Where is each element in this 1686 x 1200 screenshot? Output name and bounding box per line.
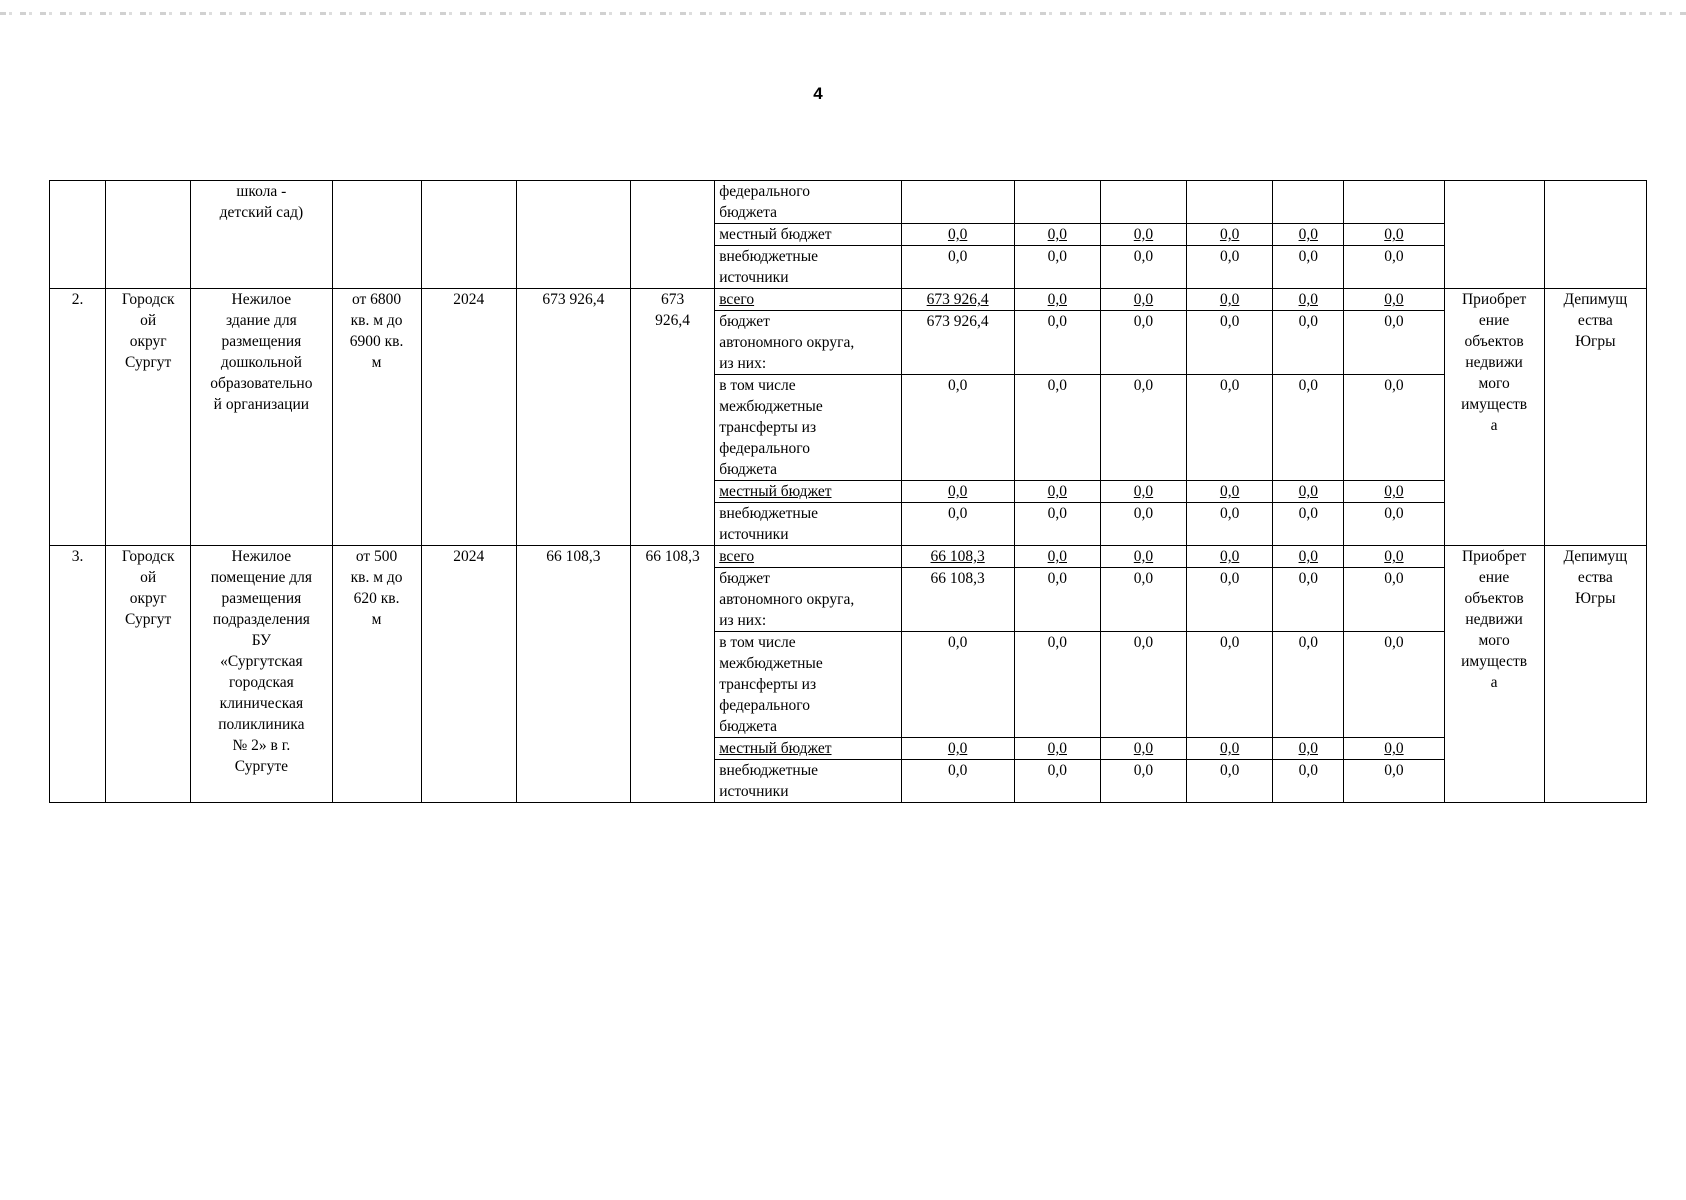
value-cell: 0,0 — [1187, 632, 1273, 738]
capacity-cell: от 500 кв. м до 620 кв. м — [332, 546, 421, 803]
value-cell: 0,0 — [1014, 224, 1100, 246]
value-cell: 0,0 — [1273, 738, 1344, 760]
value-cell: 0,0 — [1187, 481, 1273, 503]
funding-source-cell: внебюджетные источники — [715, 503, 901, 546]
cost-cell — [516, 181, 630, 289]
value-cell: 0,0 — [901, 503, 1014, 546]
value-cell — [1187, 181, 1273, 224]
funding-source-cell: всего — [715, 546, 901, 568]
owner-cell: Депимущ ества Югры — [1544, 289, 1646, 546]
value-cell: 0,0 — [1344, 224, 1444, 246]
value-cell: 0,0 — [1100, 760, 1186, 803]
value-cell: 0,0 — [1344, 246, 1444, 289]
value-cell — [1273, 181, 1344, 224]
value-cell: 0,0 — [1273, 481, 1344, 503]
value-cell — [901, 181, 1014, 224]
table-row — [50, 289, 1647, 311]
value-cell: 0,0 — [901, 481, 1014, 503]
row-number-cell: 3. — [50, 546, 106, 803]
capacity-cell — [332, 181, 421, 289]
funding-source-cell: федерального бюджета — [715, 181, 901, 224]
value-cell: 0,0 — [1014, 503, 1100, 546]
value-cell: 0,0 — [1187, 546, 1273, 568]
value-cell: 0,0 — [1187, 311, 1273, 375]
value-cell: 0,0 — [1100, 546, 1186, 568]
value-cell: 0,0 — [1344, 375, 1444, 481]
page-number: 4 — [813, 84, 823, 103]
value-cell: 0,0 — [1344, 546, 1444, 568]
value-cell — [1014, 181, 1100, 224]
value-cell: 0,0 — [1187, 738, 1273, 760]
value-cell: 0,0 — [1273, 311, 1344, 375]
value-cell: 0,0 — [1014, 246, 1100, 289]
value-cell — [1100, 181, 1186, 224]
purpose-cell: Приобрет ение объектов недвижи мого имуществ а — [1444, 289, 1544, 546]
year-cell — [421, 181, 516, 289]
balance-cell — [631, 181, 715, 289]
value-cell: 0,0 — [1187, 246, 1273, 289]
value-cell: 66 108,3 — [901, 568, 1014, 632]
value-cell: 66 108,3 — [901, 546, 1014, 568]
value-cell: 0,0 — [1273, 503, 1344, 546]
value-cell: 0,0 — [1344, 503, 1444, 546]
funding-source-cell: местный бюджет — [715, 481, 901, 503]
value-cell: 0,0 — [1273, 246, 1344, 289]
value-cell: 0,0 — [901, 375, 1014, 481]
value-cell: 0,0 — [1344, 632, 1444, 738]
value-cell: 0,0 — [901, 246, 1014, 289]
cost-cell: 66 108,3 — [516, 546, 630, 803]
value-cell: 0,0 — [1100, 246, 1186, 289]
funding-source-cell: местный бюджет — [715, 224, 901, 246]
funding-source-cell: бюджет автономного округа, из них: — [715, 311, 901, 375]
value-cell: 673 926,4 — [901, 311, 1014, 375]
balance-cell: 673 926,4 — [631, 289, 715, 546]
value-cell: 0,0 — [1273, 375, 1344, 481]
funding-source-cell: местный бюджет — [715, 738, 901, 760]
value-cell: 673 926,4 — [901, 289, 1014, 311]
scan-edge-noise — [0, 12, 1686, 15]
value-cell: 0,0 — [1014, 375, 1100, 481]
value-cell: 0,0 — [1100, 632, 1186, 738]
value-cell: 0,0 — [901, 738, 1014, 760]
table-row — [50, 546, 1647, 568]
value-cell: 0,0 — [1344, 738, 1444, 760]
owner-cell — [1544, 181, 1646, 289]
value-cell: 0,0 — [1100, 289, 1186, 311]
purpose-cell — [1444, 181, 1544, 289]
municipality-cell — [106, 181, 191, 289]
funding-source-cell: в том числе межбюджетные трансферты из федерального бюджета — [715, 375, 901, 481]
value-cell: 0,0 — [1187, 375, 1273, 481]
funding-source-cell: внебюджетные источники — [715, 760, 901, 803]
value-cell: 0,0 — [1344, 568, 1444, 632]
value-cell: 0,0 — [1100, 375, 1186, 481]
funding-source-cell: внебюджетные источники — [715, 246, 901, 289]
row-number-cell — [50, 181, 106, 289]
municipality-cell: Городск ой округ Сургут — [106, 289, 191, 546]
value-cell: 0,0 — [1344, 311, 1444, 375]
municipality-cell: Городск ой округ Сургут — [106, 546, 191, 803]
value-cell: 0,0 — [1014, 481, 1100, 503]
value-cell: 0,0 — [1273, 632, 1344, 738]
value-cell: 0,0 — [1187, 224, 1273, 246]
value-cell: 0,0 — [1014, 546, 1100, 568]
value-cell: 0,0 — [1014, 568, 1100, 632]
value-cell: 0,0 — [1187, 503, 1273, 546]
value-cell: 0,0 — [1014, 738, 1100, 760]
object-name-cell: Нежилое помещение для размещения подразделения БУ «Сургутская городская клиническая поликлиника № 2» в г. Сургуте — [191, 546, 332, 803]
value-cell: 0,0 — [1187, 568, 1273, 632]
value-cell: 0,0 — [1344, 481, 1444, 503]
value-cell: 0,0 — [1100, 311, 1186, 375]
value-cell: 0,0 — [1273, 546, 1344, 568]
funding-source-cell: в том числе межбюджетные трансферты из федерального бюджета — [715, 632, 901, 738]
value-cell: 0,0 — [1273, 289, 1344, 311]
funding-source-cell: всего — [715, 289, 901, 311]
value-cell: 0,0 — [1014, 632, 1100, 738]
year-cell: 2024 — [421, 289, 516, 546]
object-name-cell: Нежилое здание для размещения дошкольной образовательно й организации — [191, 289, 332, 546]
table-row — [50, 181, 1647, 224]
value-cell: 0,0 — [1187, 289, 1273, 311]
value-cell: 0,0 — [1100, 224, 1186, 246]
value-cell: 0,0 — [1014, 760, 1100, 803]
value-cell: 0,0 — [1100, 481, 1186, 503]
capacity-cell: от 6800 кв. м до 6900 кв. м — [332, 289, 421, 546]
value-cell: 0,0 — [901, 760, 1014, 803]
value-cell: 0,0 — [1344, 289, 1444, 311]
value-cell: 0,0 — [1014, 311, 1100, 375]
funding-source-cell: бюджет автономного округа, из них: — [715, 568, 901, 632]
value-cell: 0,0 — [1273, 224, 1344, 246]
row-number-cell: 2. — [50, 289, 106, 546]
balance-cell: 66 108,3 — [631, 546, 715, 803]
value-cell: 0,0 — [1014, 289, 1100, 311]
value-cell — [1344, 181, 1444, 224]
value-cell: 0,0 — [1100, 738, 1186, 760]
owner-cell: Депимущ ества Югры — [1544, 546, 1646, 803]
value-cell: 0,0 — [1273, 760, 1344, 803]
value-cell: 0,0 — [901, 224, 1014, 246]
year-cell: 2024 — [421, 546, 516, 803]
budget-table — [49, 180, 1647, 803]
value-cell: 0,0 — [1344, 760, 1444, 803]
object-name-cell: школа - детский сад) — [191, 181, 332, 289]
value-cell: 0,0 — [1100, 503, 1186, 546]
value-cell: 0,0 — [1187, 760, 1273, 803]
value-cell: 0,0 — [901, 632, 1014, 738]
cost-cell: 673 926,4 — [516, 289, 630, 546]
value-cell: 0,0 — [1273, 568, 1344, 632]
value-cell: 0,0 — [1100, 568, 1186, 632]
purpose-cell: Приобрет ение объектов недвижи мого имуществ а — [1444, 546, 1544, 803]
